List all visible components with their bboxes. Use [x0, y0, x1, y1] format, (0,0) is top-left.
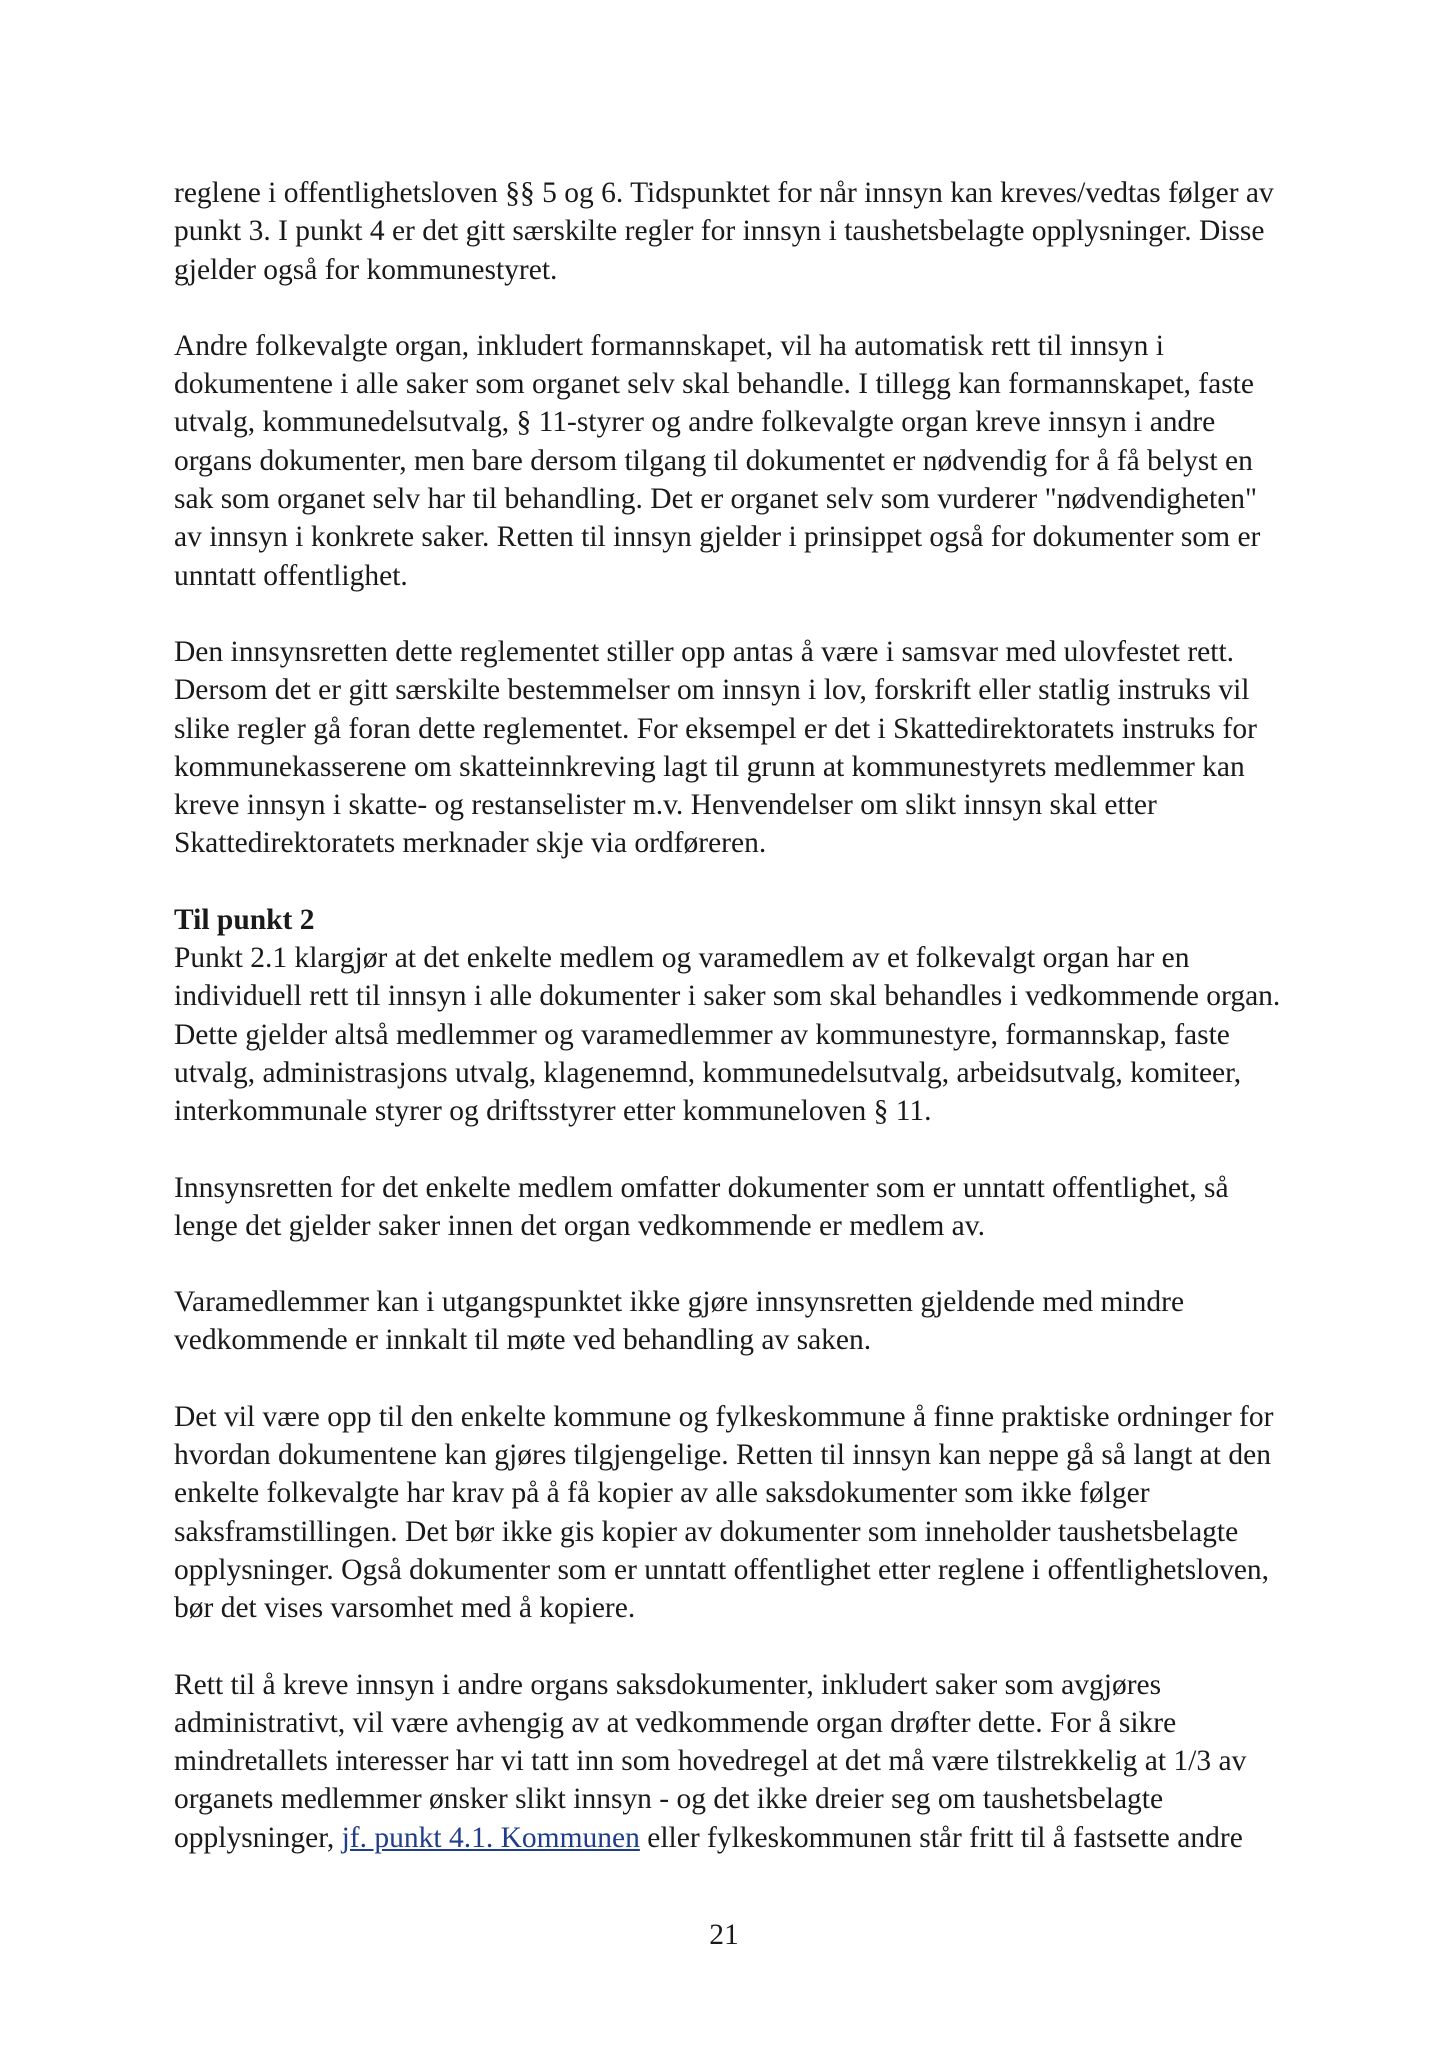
text-line: administrativt, vil være avhengig av at vedkommende organ drøfter dette. For å sikre [174, 1706, 1177, 1739]
text-line: Den innsynsretten dette reglementet stiller opp antas å være i samsvar med ulovfestet rett. [174, 635, 1235, 668]
section-til-punkt-2 [174, 901, 1300, 1131]
text-line: individuell rett til innsyn i alle dokumenter i saker som skal behandles i vedkommende organ. [174, 980, 1281, 1013]
text-line: vedkommende er innkalt til møte ved behandling av saken. [174, 1324, 872, 1357]
text-line: unntatt offentlighet. [174, 559, 408, 592]
text-line: organs dokumenter, men bare dersom tilgang til dokumentet er nødvendig for å få belyst en [174, 444, 1253, 477]
text-line: lenge det gjelder saker innen det organ vedkommende er medlem av. [174, 1209, 985, 1242]
paragraph-varamedlemmer [174, 1283, 1300, 1360]
paragraph-innsynsretten-medlem [174, 1169, 1300, 1246]
text-line: utvalg, kommunedelsutvalg, § 11-styrer og andre folkevalgte organ kreve innsyn i andre [174, 406, 1216, 439]
paragraph-andre-folkevalgte [174, 327, 1300, 595]
text-before-link: opplysninger, [174, 1821, 342, 1854]
text-line: Skattedirektoratets merknader skje via ordføreren. [174, 827, 767, 860]
text-line: hvordan dokumentene kan gjøres tilgjengelige. Retten til innsyn kan neppe gå så langt at den [174, 1439, 1271, 1472]
section-heading: Til punkt 2 [174, 903, 315, 936]
text-line: bør det vises varsomhet med å kopiere. [174, 1592, 636, 1625]
paragraph-praktiske-ordninger [174, 1398, 1300, 1628]
text-line: Varamedlemmer kan i utgangspunktet ikke gjøre innsynsretten gjeldende med mindre [174, 1286, 1185, 1319]
text-line: interkommunale styrer og driftsstyrer etter kommuneloven § 11. [174, 1095, 932, 1128]
text-line: Dersom det er gitt særskilte bestemmelser om innsyn i lov, forskrift eller statlig instruks vil [174, 674, 1250, 707]
text-line: Det vil være opp til den enkelte kommune og fylkeskommune å finne praktiske ordninger for [174, 1400, 1274, 1433]
text-line: slike regler gå foran dette reglementet. For eksempel er det i Skattedirektoratets instruks for [174, 712, 1257, 745]
cross-reference-link[interactable]: jf. punkt 4.1. Kommunen [341, 1821, 640, 1854]
text-line: av innsyn i konkrete saker. Retten til innsyn gjelder i prinsippet også for dokumenter som er [174, 521, 1261, 554]
text-line: reglene i offentlighetsloven §§ 5 og 6. Tidspunktet for når innsyn kan kreves/vedtas følger av [174, 177, 1274, 209]
text-line: mindretallets interesser har vi tatt inn som hovedregel at det må være tilstrekkelig at 1/3 av [174, 1745, 1247, 1778]
text-line: Dette gjelder altså medlemmer og varamedlemmer av kommunestyre, formannskap, faste [174, 1018, 1230, 1051]
text-line: utvalg, administrasjons utvalg, klagenemnd, kommunedelsutvalg, arbeidsutvalg, komiteer, [174, 1056, 1242, 1089]
text-line: kreve innsyn i skatte- og restanselister m.v. Henvendelser om slikt innsyn skal etter [174, 789, 1157, 822]
text-line: Andre folkevalgte organ, inkludert formannskapet, vil ha automatisk rett til innsyn i [174, 329, 1164, 362]
text-line: Punkt 2.1 klargjør at det enkelte medlem og varamedlem av et folkevalgt organ har en [174, 942, 1190, 975]
text-line-with-link [174, 1819, 1300, 1857]
text-line: gjelder også for kommunestyret. [174, 253, 558, 286]
text-line: organets medlemmer ønsker slikt innsyn - og det ikke dreier seg om taushetsbelagte [174, 1783, 1164, 1816]
paragraph-rett-til-innsyn [174, 1666, 1300, 1857]
text-line: enkelte folkevalgte har krav på å få kopier av alle saksdokumenter som ikke følger [174, 1477, 1150, 1510]
text-line: punkt 3. I punkt 4 er det gitt særskilte regler for innsyn i taushetsbelagte opplysninger. Disse [174, 215, 1265, 248]
text-line: sak som organet selv har til behandling. Det er organet selv som vurderer "nødvendigheten" [174, 483, 1258, 516]
page-number: 21 [709, 1919, 739, 1951]
page-body [174, 174, 1300, 1895]
paragraph-offentlighetsloven [174, 174, 1300, 289]
paragraph-innsynsretten [174, 633, 1300, 863]
text-line: Innsynsretten for det enkelte medlem omfatter dokumenter som er unntatt offentlighet, så [174, 1171, 1229, 1204]
text-line: dokumentene i alle saker som organet selv skal behandle. I tillegg kan formannskapet, faste [174, 368, 1254, 401]
text-line: saksframstillingen. Det bør ikke gis kopier av dokumenter som inneholder taushetsbelagte [174, 1515, 1239, 1548]
text-line: Rett til å kreve innsyn i andre organs saksdokumenter, inkludert saker som avgjøres [174, 1668, 1162, 1701]
text-line: opplysninger. Også dokumenter som er unntatt offentlighet etter reglene i offentlighetsloven, [174, 1553, 1270, 1586]
text-line: kommunekasserene om skatteinnkreving lagt til grunn at kommunestyrets medlemmer kan [174, 750, 1245, 783]
text-after-link: eller fylkeskommunen står fritt til å fastsette andre [639, 1821, 1243, 1854]
